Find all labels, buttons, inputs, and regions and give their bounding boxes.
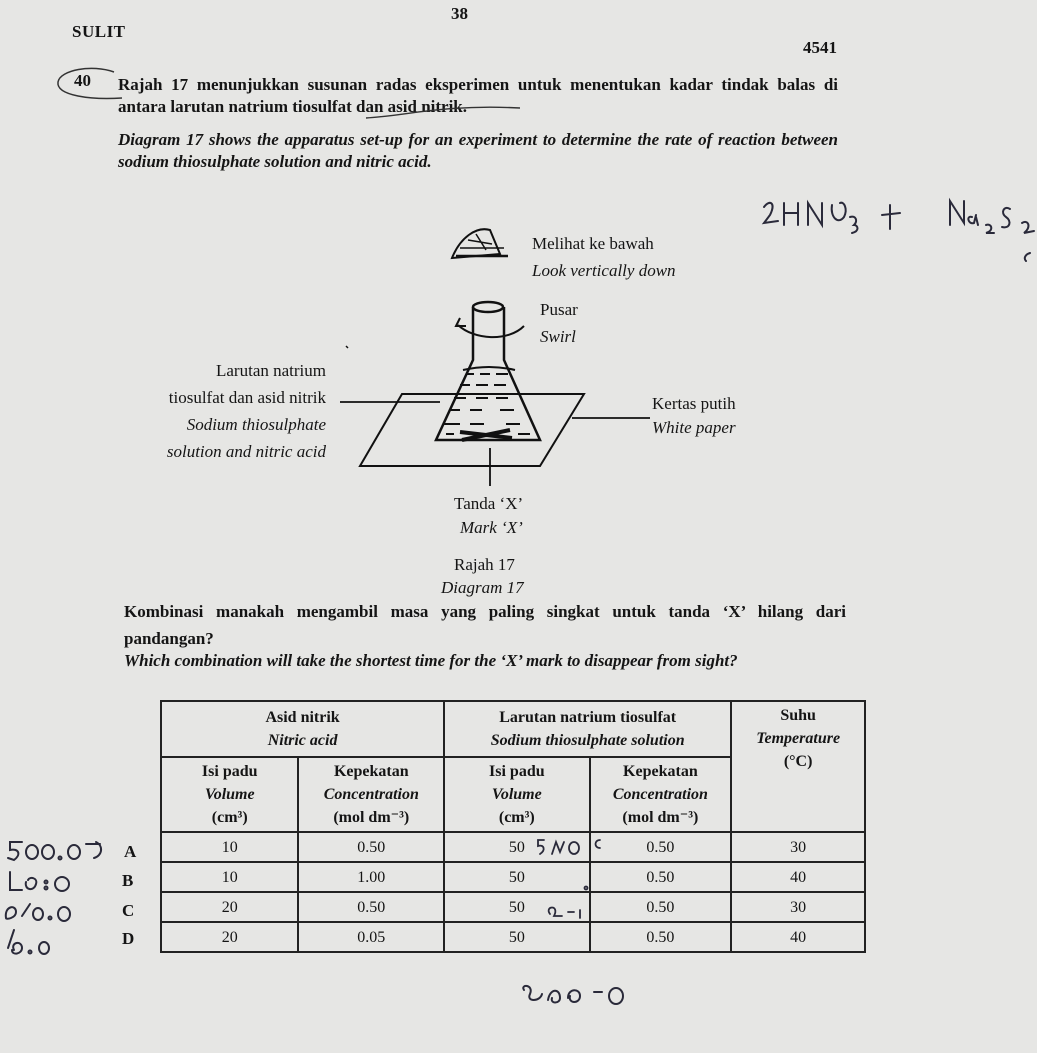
eye-icon [452, 229, 508, 258]
question-ask-english: Which combination will take the shortest time for the ‘X’ mark to disappear from sight? [124, 651, 738, 670]
swirl-label-english: Swirl [540, 327, 576, 346]
question-number: 40 [74, 71, 91, 90]
nitric-volume-cell: 10 [161, 832, 298, 862]
table-row [161, 892, 865, 922]
look-label-english: Look vertically down [532, 261, 676, 280]
nitric-acid-header: Asid nitrik Nitric acid [161, 701, 444, 757]
solution-label-english-1: Sodium thiosulphate [186, 415, 326, 434]
temperature-cell: 30 [731, 892, 865, 922]
nitric-concentration-header: Kepekatan Concentration (mol dm⁻³) [298, 757, 444, 832]
nitric-concentration-cell: 1.00 [298, 862, 444, 892]
swirl-arrow [458, 325, 524, 337]
solution-label-malay-2: tiosulfat dan asid nitrik [168, 388, 326, 407]
diagram-caption-english: Diagram 17 [441, 578, 524, 597]
option-a-label[interactable]: A [124, 842, 137, 861]
thio-concentration-cell: 0.50 [590, 862, 732, 892]
mark-label-english: Mark ‘X’ [460, 518, 523, 537]
paper-label-english: White paper [652, 418, 736, 437]
mark-label-malay: Tanda ‘X’ [454, 494, 524, 513]
thio-volume-header: Isi padu Volume (cm³) [444, 757, 589, 832]
temperature-cell: 40 [731, 922, 865, 952]
nitric-concentration-cell: 0.05 [298, 922, 444, 952]
white-paper [360, 394, 584, 466]
thio-volume-cell: 50 [444, 862, 589, 892]
handwritten-bottom-note [516, 976, 646, 1016]
table-row [161, 862, 865, 892]
paper-code: 4541 [803, 38, 837, 57]
conical-flask [436, 302, 540, 440]
temperature-cell: 30 [731, 832, 865, 862]
thio-concentration-header: Kepekatan Concentration (mol dm⁻³) [590, 757, 732, 832]
thio-concentration-cell: 0.50 [590, 832, 732, 862]
question-intro-malay: Rajah 17 menunjukkan susunan radas eksperimen untuk menentukan kadar tindak balas di antara larutan natrium tiosulfat dan asid nitrik. [118, 75, 838, 116]
option-b-label[interactable]: B [122, 871, 134, 890]
question-intro-english: Diagram 17 shows the apparatus set-up for an experiment to determine the rate of reaction between sodium thiosulphate solution and nitric acid. [118, 130, 838, 171]
options-table [160, 700, 866, 953]
page-number: 38 [451, 4, 468, 23]
option-d-label[interactable]: D [122, 929, 135, 948]
thio-concentration-cell: 0.50 [590, 892, 732, 922]
table-row [161, 832, 865, 862]
nitric-volume-cell: 10 [161, 862, 298, 892]
look-label-malay: Melihat ke bawah [532, 234, 654, 253]
temperature-header: Suhu Temperature (°C) [731, 701, 865, 832]
nitric-volume-cell: 20 [161, 892, 298, 922]
table-row [161, 922, 865, 952]
swirl-label-malay: Pusar [540, 300, 578, 319]
thiosulphate-header: Larutan natrium tiosulfat Sodium thiosulphate solution [444, 701, 731, 757]
temperature-cell: 40 [731, 862, 865, 892]
thio-volume-cell: 50 [444, 892, 589, 922]
nitric-volume-header: Isi padu Volume (cm³) [161, 757, 298, 832]
diagram-caption-malay: Rajah 17 [454, 555, 515, 574]
handwritten-table-notes [530, 826, 620, 926]
thio-concentration-cell: 0.50 [590, 922, 732, 952]
paper-label-malay: Kertas putih [652, 394, 736, 413]
nitric-concentration-cell: 0.50 [298, 832, 444, 862]
nitric-volume-cell: 20 [161, 922, 298, 952]
thio-volume-cell: 50 [444, 922, 589, 952]
solution-label-malay-1: Larutan natrium [216, 361, 326, 380]
question-ask-malay: Kombinasi manakah mengambil masa yang paling singkat untuk tanda ‘X’ hilang dari pandangan? [124, 602, 846, 648]
nitric-concentration-cell: 0.50 [298, 892, 444, 922]
handwritten-margin-notes [0, 820, 160, 980]
classification-label: SULIT [72, 22, 126, 41]
thio-volume-cell: 50 [444, 832, 589, 862]
solution-label-english-2: solution and nitric acid [166, 442, 326, 461]
option-c-label[interactable]: C [122, 901, 135, 920]
